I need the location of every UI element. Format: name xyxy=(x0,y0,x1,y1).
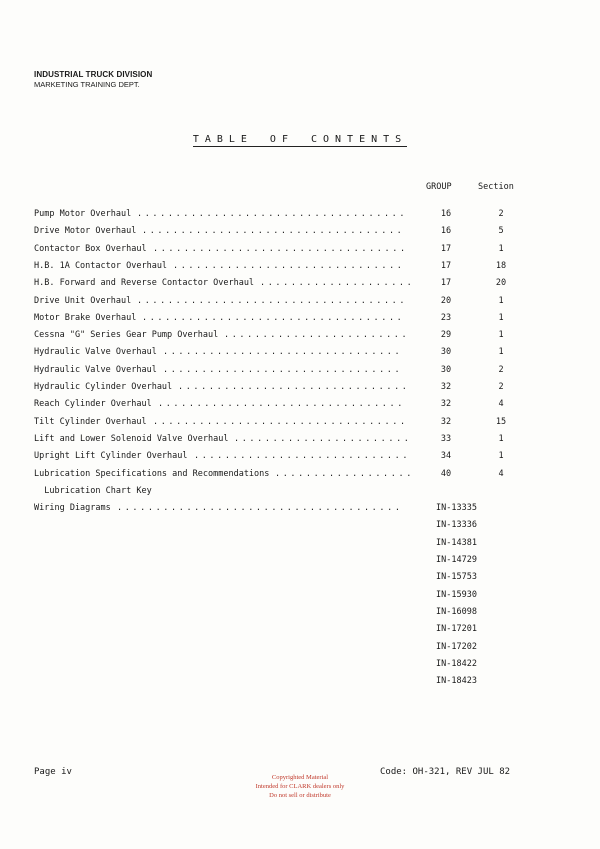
toc-entry-group: 40 xyxy=(440,468,452,479)
toc-entry xyxy=(34,278,574,294)
toc-entry-title: Hydraulic Cylinder Overhaul xyxy=(34,382,173,392)
copyright-line: Intended for CLARK dealers only xyxy=(255,783,345,790)
toc-entry xyxy=(34,469,574,485)
department-name: MARKETING TRAINING DEPT. xyxy=(34,80,140,89)
toc-entry-group: 16 xyxy=(440,209,452,219)
wiring-diagram-code: IN-17202 xyxy=(436,641,477,652)
toc-entry xyxy=(34,434,574,450)
toc-entry xyxy=(34,417,574,433)
copyright-line: Copyrighted Material xyxy=(271,774,329,781)
toc-entry-title: Reach Cylinder Overhaul xyxy=(34,399,152,410)
toc-entry-group: 34 xyxy=(440,451,452,462)
wiring-diagram-code: IN-17201 xyxy=(436,624,477,635)
toc-entry-section: 1 xyxy=(498,347,504,358)
toc-entry-title: Lift and Lower Solenoid Valve Overhaul xyxy=(34,433,229,444)
toc-entry-section: 2 xyxy=(498,364,504,375)
toc-entry-group: 16 xyxy=(440,226,452,237)
dot-leader: ................................ xyxy=(158,399,405,410)
toc-entry xyxy=(34,451,574,467)
division-name: INDUSTRIAL TRUCK DIVISION xyxy=(34,70,153,79)
group-column-header: GROUP xyxy=(426,182,452,192)
toc-entry-group: 17 xyxy=(440,260,452,271)
toc-entry-title: H.B. 1A Contactor Overhaul xyxy=(34,260,168,271)
toc-entry-section: 20 xyxy=(495,278,507,289)
wiring-diagram-code: IN-14729 xyxy=(436,555,477,565)
dot-leader: .................................. xyxy=(142,312,405,323)
toc-entry-title: H.B. Forward and Reverse Contactor Overhaul xyxy=(34,278,255,289)
page-title xyxy=(0,134,600,145)
toc-entry-title: Hydraulic Valve Overhaul xyxy=(34,347,157,358)
page-title-text: TABLE OF CONTENTS xyxy=(192,134,408,145)
toc-entry-section: 5 xyxy=(498,226,504,237)
page-number: Page iv xyxy=(34,767,72,777)
toc-entry xyxy=(34,296,574,312)
wiring-diagram-code: IN-18422 xyxy=(436,658,477,669)
toc-entry-group: 33 xyxy=(440,433,452,444)
dot-leader: ............................ xyxy=(194,451,411,462)
toc-entry-title: Cessna "G" Series Gear Pump Overhaul xyxy=(34,330,219,341)
toc-entry-section: 1 xyxy=(498,243,504,254)
dot-leader: ........................ xyxy=(224,330,410,341)
dot-leader: .................... xyxy=(260,278,415,289)
toc-entry-section: 1 xyxy=(498,451,504,462)
toc-entry-group: 30 xyxy=(440,347,452,358)
wiring-diagram-code: IN-14381 xyxy=(436,537,477,548)
toc-entry-title: Hydraulic Valve Overhaul xyxy=(34,364,157,375)
wiring-diagram-code: IN-15930 xyxy=(436,589,477,600)
dot-leader: ................................... xyxy=(137,209,408,219)
wiring-diagram-code: IN-13335 xyxy=(436,503,477,514)
toc-entry xyxy=(34,261,574,277)
toc-entry-group: 17 xyxy=(440,278,452,289)
toc-entry-group: 32 xyxy=(440,382,452,392)
copyright-line: Do not sell or distribute xyxy=(269,792,331,799)
toc-entry-title: Drive Motor Overhaul xyxy=(34,226,137,237)
dot-leader: ................................... xyxy=(137,295,408,306)
toc-entry xyxy=(34,244,574,260)
toc-entry xyxy=(34,209,574,225)
section-column-header: Section xyxy=(478,182,514,192)
toc-entry xyxy=(34,503,574,519)
toc-entry xyxy=(34,486,574,502)
toc-entry-group: 30 xyxy=(440,364,452,375)
toc-entry-section: 1 xyxy=(498,295,504,306)
toc-entry-title: Wiring Diagrams xyxy=(34,503,111,514)
toc-entry-section: 1 xyxy=(498,312,504,323)
dot-leader: .................. xyxy=(275,468,414,479)
dot-leader: .............................. xyxy=(178,382,410,392)
dot-leader: ....................... xyxy=(234,433,412,444)
toc-entry-group: 29 xyxy=(440,330,452,341)
toc-entry-section: 1 xyxy=(498,433,504,444)
toc-entry-title: Contactor Box Overhaul xyxy=(34,243,147,254)
toc-entry-section: 15 xyxy=(495,416,507,427)
toc-entry xyxy=(34,347,574,363)
dot-leader: ............................... xyxy=(163,347,403,358)
toc-entry xyxy=(34,399,574,415)
toc-entry-section: 2 xyxy=(498,382,504,392)
document-header xyxy=(34,70,152,89)
toc-entry-title: Upright Lift Cylinder Overhaul xyxy=(34,451,188,462)
toc-entry-group: 17 xyxy=(440,243,452,254)
toc-entry xyxy=(34,382,574,398)
toc-entry-section: 1 xyxy=(498,330,504,341)
toc-entry xyxy=(34,365,574,381)
toc-entry-title: Lubrication Specifications and Recommendations xyxy=(34,468,270,479)
toc-entry-title: Lubrication Chart Key xyxy=(34,485,152,496)
dot-leader: .................................. xyxy=(142,226,405,237)
toc-entry xyxy=(34,313,574,329)
dot-leader: ............................... xyxy=(163,364,403,375)
toc-entry-group: 20 xyxy=(440,295,452,306)
toc-entry-title: Pump Motor Overhaul xyxy=(34,209,132,219)
dot-leader: ................................. xyxy=(153,416,408,427)
toc-entry-section: 4 xyxy=(498,468,504,479)
wiring-diagram-code: IN-16098 xyxy=(436,606,477,617)
dot-leader: .............................. xyxy=(173,260,405,271)
wiring-diagram-code: IN-15753 xyxy=(436,572,477,583)
toc-entry xyxy=(34,226,574,242)
toc-entry-group: 32 xyxy=(440,399,452,410)
toc-entry-group: 23 xyxy=(440,312,452,323)
dot-leader: ..................................... xyxy=(117,503,403,514)
toc-entry-title: Tilt Cylinder Overhaul xyxy=(34,416,147,427)
document-code: Code: OH-321, REV JUL 82 xyxy=(380,767,511,777)
toc-entry-section: 18 xyxy=(495,260,507,271)
toc-entry-title: Drive Unit Overhaul xyxy=(34,295,132,306)
toc-entry-section: 2 xyxy=(498,209,504,219)
wiring-diagram-code: IN-13336 xyxy=(436,520,477,531)
dot-leader: ................................. xyxy=(153,243,408,254)
copyright-notice xyxy=(240,773,360,800)
toc-entry-title: Motor Brake Overhaul xyxy=(34,312,137,323)
wiring-diagram-code: IN-18423 xyxy=(436,676,477,687)
toc-entry-group: 32 xyxy=(440,416,452,427)
toc-entry xyxy=(34,330,574,346)
toc-entry-section: 4 xyxy=(498,399,504,410)
